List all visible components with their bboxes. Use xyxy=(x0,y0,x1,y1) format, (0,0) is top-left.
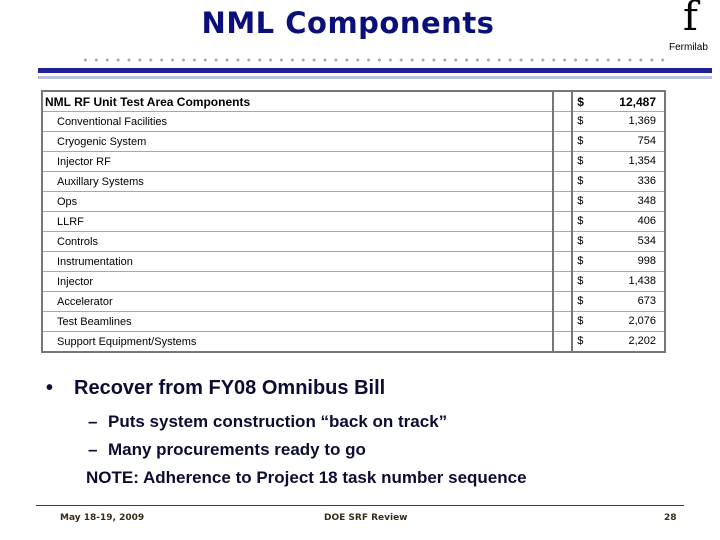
currency-symbol: $ xyxy=(577,335,584,347)
table-row xyxy=(42,292,665,312)
column-gap xyxy=(553,172,572,192)
row-amount-cell xyxy=(572,292,665,312)
currency-symbol: $ xyxy=(577,195,584,207)
row-name: Accelerator xyxy=(42,292,553,312)
table-row xyxy=(42,332,665,353)
logo-label: Fermilab xyxy=(669,42,708,53)
table-header-amount-cell xyxy=(572,91,665,112)
footer-center: DOE SRF Review xyxy=(324,513,408,523)
column-gap xyxy=(553,212,572,232)
dotted-divider xyxy=(80,58,670,62)
column-gap xyxy=(553,91,572,112)
row-amount-cell xyxy=(572,112,665,132)
row-amount: 406 xyxy=(637,215,656,227)
row-amount-cell xyxy=(572,252,665,272)
table-row xyxy=(42,232,665,252)
table-header-row xyxy=(42,91,665,112)
dash-mark: – xyxy=(88,440,98,459)
currency-symbol: $ xyxy=(577,135,584,147)
row-amount: 998 xyxy=(637,255,656,267)
row-amount: 754 xyxy=(637,135,656,147)
table-row xyxy=(42,272,665,292)
currency-symbol: $ xyxy=(577,255,584,267)
fermilab-logo-icon: f xyxy=(683,0,698,40)
row-name: Conventional Facilities xyxy=(42,112,553,132)
currency-symbol: $ xyxy=(577,115,584,127)
row-amount-cell xyxy=(572,312,665,332)
column-gap xyxy=(553,292,572,312)
bullet-mark: • xyxy=(46,377,54,399)
row-amount: 673 xyxy=(637,295,656,307)
currency-symbol: $ xyxy=(577,155,584,167)
row-name: LLRF xyxy=(42,212,553,232)
note-text: NOTE: Adherence to Project 18 task number sequence xyxy=(86,468,527,487)
title-bar xyxy=(38,68,712,73)
row-name: Cryogenic System xyxy=(42,132,553,152)
row-amount-cell xyxy=(572,272,665,292)
column-gap xyxy=(553,112,572,132)
column-gap xyxy=(553,312,572,332)
column-gap xyxy=(553,152,572,172)
table-header-name: NML RF Unit Test Area Components xyxy=(42,91,553,112)
sub-bullet xyxy=(88,440,366,460)
currency-symbol: $ xyxy=(577,175,584,187)
sub-bullet xyxy=(88,412,447,432)
column-gap xyxy=(553,132,572,152)
row-name: Ops xyxy=(42,192,553,212)
row-amount-cell xyxy=(572,152,665,172)
footer-date: May 18-19, 2009 xyxy=(60,513,145,523)
row-amount: 534 xyxy=(637,235,656,247)
table-row xyxy=(42,212,665,232)
sub-bullet-text: Many procurements ready to go xyxy=(108,440,366,459)
row-amount-cell xyxy=(572,212,665,232)
row-name: Instrumentation xyxy=(42,252,553,272)
table-row xyxy=(42,192,665,212)
column-gap xyxy=(553,272,572,292)
row-name: Controls xyxy=(42,232,553,252)
footer-divider xyxy=(36,505,684,506)
row-amount: 1,369 xyxy=(628,115,656,127)
currency-symbol: $ xyxy=(577,235,584,247)
currency-symbol: $ xyxy=(577,95,584,109)
page-title: NML Components xyxy=(201,6,495,40)
row-amount-cell xyxy=(572,332,665,353)
row-amount: 2,202 xyxy=(628,335,656,347)
row-amount-cell xyxy=(572,232,665,252)
row-name: Injector xyxy=(42,272,553,292)
table-row xyxy=(42,152,665,172)
row-amount: 348 xyxy=(637,195,656,207)
page-number: 28 xyxy=(664,513,677,523)
row-name: Support Equipment/Systems xyxy=(42,332,553,353)
row-name: Test Beamlines xyxy=(42,312,553,332)
column-gap xyxy=(553,252,572,272)
table-row xyxy=(42,112,665,132)
column-gap xyxy=(553,192,572,212)
table-row xyxy=(42,172,665,192)
row-amount-cell xyxy=(572,172,665,192)
title-bar-light xyxy=(38,76,712,79)
table-row xyxy=(42,132,665,152)
currency-symbol: $ xyxy=(577,275,584,287)
row-amount: 336 xyxy=(637,175,656,187)
column-gap xyxy=(553,232,572,252)
table-row xyxy=(42,252,665,272)
dash-mark: – xyxy=(88,412,98,431)
sub-bullet-text: Puts system construction “back on track” xyxy=(108,412,448,431)
row-amount-cell xyxy=(572,132,665,152)
main-bullet xyxy=(46,377,385,400)
currency-symbol: $ xyxy=(577,215,584,227)
column-gap xyxy=(553,332,572,353)
row-name: Auxillary Systems xyxy=(42,172,553,192)
row-amount-cell xyxy=(572,192,665,212)
currency-symbol: $ xyxy=(577,295,584,307)
currency-symbol: $ xyxy=(577,315,584,327)
table-row xyxy=(42,312,665,332)
row-amount: 1,438 xyxy=(628,275,656,287)
row-amount: 1,354 xyxy=(628,155,656,167)
components-table xyxy=(41,90,666,353)
row-amount: 2,076 xyxy=(628,315,656,327)
row-name: Injector RF xyxy=(42,152,553,172)
total-amount: 12,487 xyxy=(619,95,656,109)
main-bullet-text: Recover from FY08 Omnibus Bill xyxy=(74,377,386,399)
